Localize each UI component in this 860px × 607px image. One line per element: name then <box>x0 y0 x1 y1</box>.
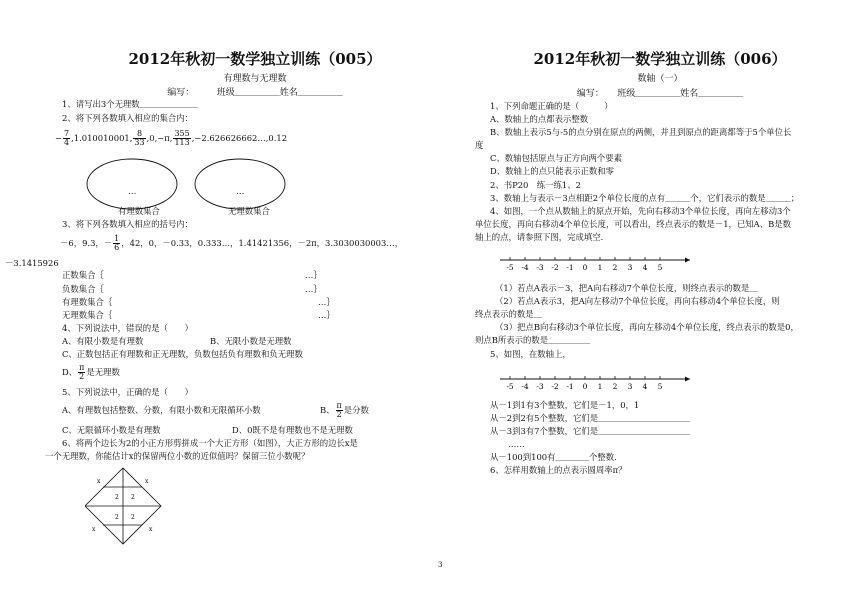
question-4-line3: 轴上的点，请参照下图，完成填空. <box>475 232 604 242</box>
axis-tick-label: -3 <box>536 263 544 272</box>
number-text: －6，9.3，－ <box>60 238 113 248</box>
two-label: 2 <box>131 514 135 521</box>
q4-item-2-cont: 终点表示的数是＿ <box>475 309 542 319</box>
question-4-option-b: B、无限小数是无理数 <box>210 336 292 346</box>
section-subtitle: 数轴（一） <box>637 74 683 84</box>
number-text: ,1.010010001, <box>71 133 133 143</box>
irrational-set-braces-end: …｝ <box>318 310 335 320</box>
axis-tick-label: 4 <box>642 263 648 272</box>
minus-sign: − <box>55 133 63 143</box>
axis-tick-label: -3 <box>536 382 544 391</box>
question-4-line1: 4、如图，一个点从数轴上的原点开始，先向右移动3个单位长度，再向左移动3个 <box>490 206 791 216</box>
page-number: 3 <box>438 561 443 569</box>
question-5: 5、如图，在数轴上， <box>490 349 571 359</box>
two-label: 2 <box>131 494 135 501</box>
x-label: x <box>97 478 101 485</box>
q4-item-3: （3）把点B向右移动3个单位长度，再向左移动4个单位长度，终点表示的数是0， <box>495 322 799 332</box>
question-4-option-c: C、正数包括正有理数和正无理数，负数包括负有理数和负无理数 <box>62 349 303 359</box>
number-line-1 <box>500 250 700 278</box>
page-title: 2012年秋初一数学独立训练（006） <box>533 50 787 68</box>
axis-tick-label: 5 <box>657 382 663 391</box>
axis-tick-label: -4 <box>521 263 529 272</box>
question-4-option-a: A、有限小数是有理数 <box>62 336 144 346</box>
rational-set-braces-end: …｝ <box>318 297 335 307</box>
axis-tick-label: 5 <box>657 263 663 272</box>
q1-option-b: B、数轴上表示5与-5的点分别在原点的两侧，并且到原点的距离都等于5个单位长 <box>490 127 792 137</box>
question-3-numbers-cont: －3.1415926 <box>5 258 59 268</box>
section-subtitle: 有理数与无理数 <box>223 74 287 84</box>
question-3: 3、将下列各数填入相应的括号内： <box>62 219 193 229</box>
q4-item-1: （1）若点A表示－3，把A向右移动7个单位长度，则终点表示的数是＿ <box>495 283 758 293</box>
axis-tick-label: -2 <box>551 263 559 272</box>
question-5-option-c: C、无限循环小数是有理数 <box>62 425 161 435</box>
positive-set-label: 正数集合｛ <box>62 270 104 280</box>
question-4-line2: 单位长度，再向右移动4个单位长度，可以看出，终点表示的数是－1，已知A、B是数 <box>475 219 791 229</box>
question-1: 1、请写出3个无理数＿＿＿＿＿＿＿ <box>62 99 199 109</box>
question-4-option-d: D、 $\frac{\pi}{2}$ 是无理数 <box>62 363 120 381</box>
question-6-line2: 一个无理数，你能估计x的保留两位小数的近似值吗？保留三位小数呢？ <box>45 451 310 461</box>
axis-tick-label: -1 <box>566 263 574 272</box>
set1-dots: … <box>128 186 137 196</box>
question-5-option-b: B、 $\frac{\pi}{2}$ 是分数 <box>320 401 369 419</box>
q1-line: 1、下列命题正确的是（ ） <box>490 101 613 111</box>
rational-set-ellipse <box>87 159 177 209</box>
negative-set-end: …｝ <box>305 284 322 294</box>
two-label: 2 <box>115 494 119 501</box>
question-3: 3、数轴上与表示－3点相距2个单位长度的点有＿＿＿个，它们表示的数是＿＿＿； <box>490 193 800 203</box>
axis-arrow <box>685 377 690 382</box>
axis-tick-label: 3 <box>627 263 633 272</box>
negative-set-label: 负数集合｛ <box>62 284 104 294</box>
axis-tick-label: 0 <box>582 263 588 272</box>
fraction-355-113: $\frac{355}{113}$ <box>174 129 190 147</box>
q4-item-3-cont: 则点B所表示的数是＿＿＿＿＿ <box>475 335 591 345</box>
axis-arrow <box>685 258 690 263</box>
q5-ellipsis: …… <box>508 439 525 449</box>
irrational-set-braces-label: 无理数集合｛ <box>62 310 113 320</box>
fraction-7-4: $\frac{7}{4}$ <box>64 129 70 147</box>
question-2: 2、将下列各数填入相应的集合内： <box>62 113 193 123</box>
x-label: x <box>145 478 149 485</box>
fraction-8-33: $\frac{8}{33}$ <box>134 129 145 147</box>
question-4: 4、下列说法中，错误的是（ ） <box>62 323 193 333</box>
axis-tick-label: -5 <box>506 382 514 391</box>
two-label: 2 <box>115 514 119 521</box>
worksheet-006 <box>470 0 850 600</box>
q1-option-a: A、数轴上的点都表示整数 <box>490 114 589 124</box>
positive-set-end: …｝ <box>305 270 322 280</box>
question-3-numbers <box>60 233 403 253</box>
axis-tick-label: -4 <box>521 382 529 391</box>
q5-line-2: 从－2到2有5个整数，它们是＿＿＿＿＿＿＿＿＿＿＿ <box>490 413 691 423</box>
set2-dots: … <box>236 186 245 196</box>
axis-tick-label: 2 <box>612 263 618 272</box>
fraction-pi-2: $\frac{\pi}{2}$ <box>336 401 342 419</box>
number-text: ，42，0，－0.33，0.333…，1.41421356，－2π，3.3030030003…， <box>121 238 404 248</box>
question-5-option-d: D、0既不是有理数也不是无理数 <box>232 425 353 435</box>
axis-tick-label: -1 <box>566 382 574 391</box>
axis-tick-label: -5 <box>506 263 514 272</box>
page-title: 2012年秋初一数学独立训练（005） <box>128 50 382 68</box>
number-text: ,0,−π, <box>146 133 173 143</box>
q1-option-c: C、数轴包括原点与正方向两个要素 <box>490 153 623 163</box>
x-label: x <box>149 526 153 533</box>
question-5-option-a: A、有理数包括整数、分数，有限小数和无限循环小数 <box>62 405 261 415</box>
question-2-numbers <box>55 128 287 148</box>
worksheet-005 <box>5 0 455 600</box>
student-meta-line: 编写： 班级＿＿＿＿＿姓名＿＿＿＿＿ <box>576 89 744 99</box>
axis-tick-label: 4 <box>642 382 648 391</box>
x-label: x <box>92 526 96 533</box>
axis-tick-label: 3 <box>627 382 633 391</box>
question-2: 2、书P20 练一练1、2 <box>490 180 581 190</box>
irrational-set-label: 无理数集合 <box>228 206 270 216</box>
question-5: 5、下列说法中，正确的是（ ） <box>62 387 193 397</box>
axis-tick-label: 1 <box>597 263 603 272</box>
number-line-2 <box>500 369 700 397</box>
axis-tick-label: -2 <box>551 382 559 391</box>
axis-tick-label: 1 <box>597 382 603 391</box>
square-figure <box>85 466 195 548</box>
q5-line-1: 从－1到1有3个整数，它们是－1，0，1 <box>490 400 640 410</box>
q1-option-d: D、数轴上的点只能表示正数和零 <box>490 166 614 176</box>
q4-item-2: （2）若点A表示3，把A向左移动7个单位长度，再向右移动4个单位长度，则 <box>495 296 780 306</box>
question-6-line1: 6、将两个边长为2的小正方形剪拼成一个大正方形（如图），大正方形的边长x是 <box>62 438 358 448</box>
fraction-1-6: $\frac{1}{6}$ <box>114 234 120 252</box>
axis-tick-label: 2 <box>612 382 618 391</box>
rational-set-braces-label: 有理数集合｛ <box>62 297 113 307</box>
student-meta-line: 编写： 班级＿＿＿＿＿姓名＿＿＿＿＿ <box>167 88 343 98</box>
fraction-pi-2: $\frac{\pi}{2}$ <box>79 363 85 381</box>
number-text: ,−2.626626662…,0.12 <box>191 133 288 143</box>
question-6: 6、怎样用数轴上的点表示圆周率π？ <box>490 465 627 475</box>
irrational-set-ellipse <box>195 159 285 209</box>
q5-line-3: 从－3到3有7个整数，它们是＿＿＿＿＿＿＿＿＿＿＿ <box>490 426 691 436</box>
q1-option-b-cont: 度 <box>475 140 484 150</box>
rational-set-label: 有理数集合 <box>118 206 160 216</box>
q5-line-4: 从－100到100有＿＿＿＿个整数. <box>490 452 617 462</box>
axis-tick-label: 0 <box>582 382 588 391</box>
